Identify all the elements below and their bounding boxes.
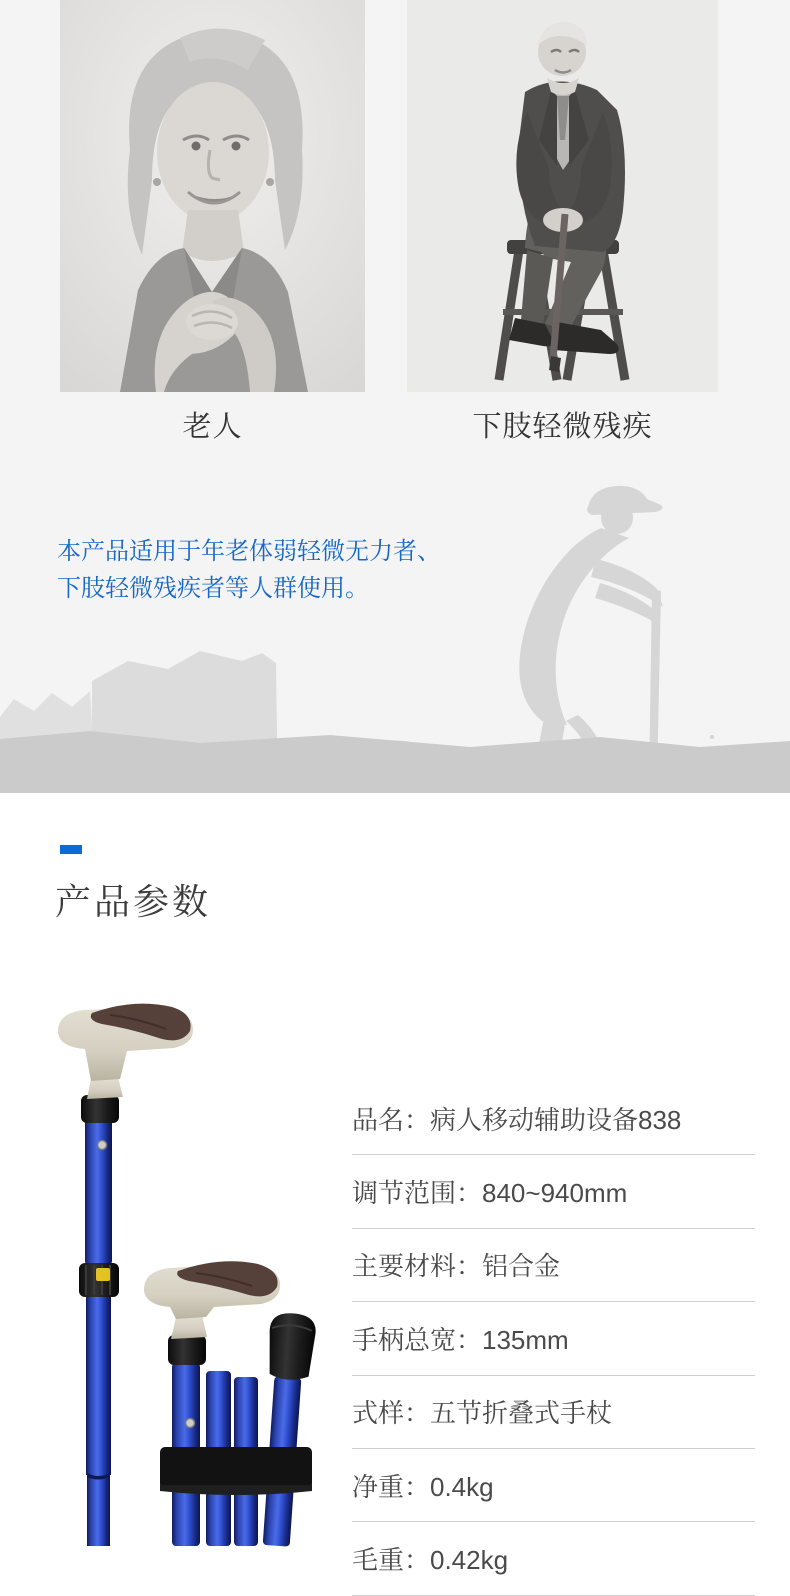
- folded-cane: [144, 1261, 317, 1547]
- elderly-woman-illustration: [60, 0, 365, 392]
- spec-text: 式样：五节折叠式手杖: [352, 1398, 613, 1429]
- spec-text: 手柄总宽：135mm: [352, 1324, 569, 1355]
- spec-row-gross-weight: [352, 1522, 755, 1595]
- spec-text: 净重：0.4kg: [352, 1471, 494, 1502]
- photo-caption-disability: 下肢轻微残疾: [472, 411, 653, 443]
- audience-note-line2: 下肢轻微残疾者等人群使用。: [57, 575, 369, 602]
- audience-note: [57, 533, 441, 607]
- section-accent-dash: [60, 845, 82, 854]
- audience-note-line1: 本产品适用于年老体弱轻微无力者、: [57, 538, 441, 565]
- silhouette-scene: [0, 455, 790, 793]
- spec-row-style: [352, 1376, 755, 1449]
- spec-row-net-weight: [352, 1449, 755, 1522]
- elderly-woman-photo: [60, 0, 365, 392]
- spec-text: 毛重：0.42kg: [352, 1545, 509, 1576]
- elderly-man-photo: [407, 0, 718, 392]
- spec-row-material: [352, 1229, 755, 1302]
- spec-list: [352, 1082, 755, 1596]
- spec-text: 主要材料：铝合金: [352, 1251, 561, 1282]
- spec-row-name: [352, 1082, 755, 1155]
- spec-text: 调节范围：840~940mm: [352, 1178, 628, 1209]
- folding-cane-illustration: [30, 985, 340, 1546]
- section-title: 产品参数: [55, 881, 212, 922]
- elderly-silhouette-illustration: [0, 455, 790, 793]
- spec-text: 品名：病人移动辅助设备838: [352, 1104, 682, 1135]
- spec-row-handle: [352, 1302, 755, 1375]
- product-image: [30, 985, 340, 1546]
- spec-row-range: [352, 1155, 755, 1228]
- photo-caption-elderly: 老人: [182, 411, 243, 443]
- elderly-man-illustration: [407, 0, 718, 392]
- audience-section: [0, 0, 790, 793]
